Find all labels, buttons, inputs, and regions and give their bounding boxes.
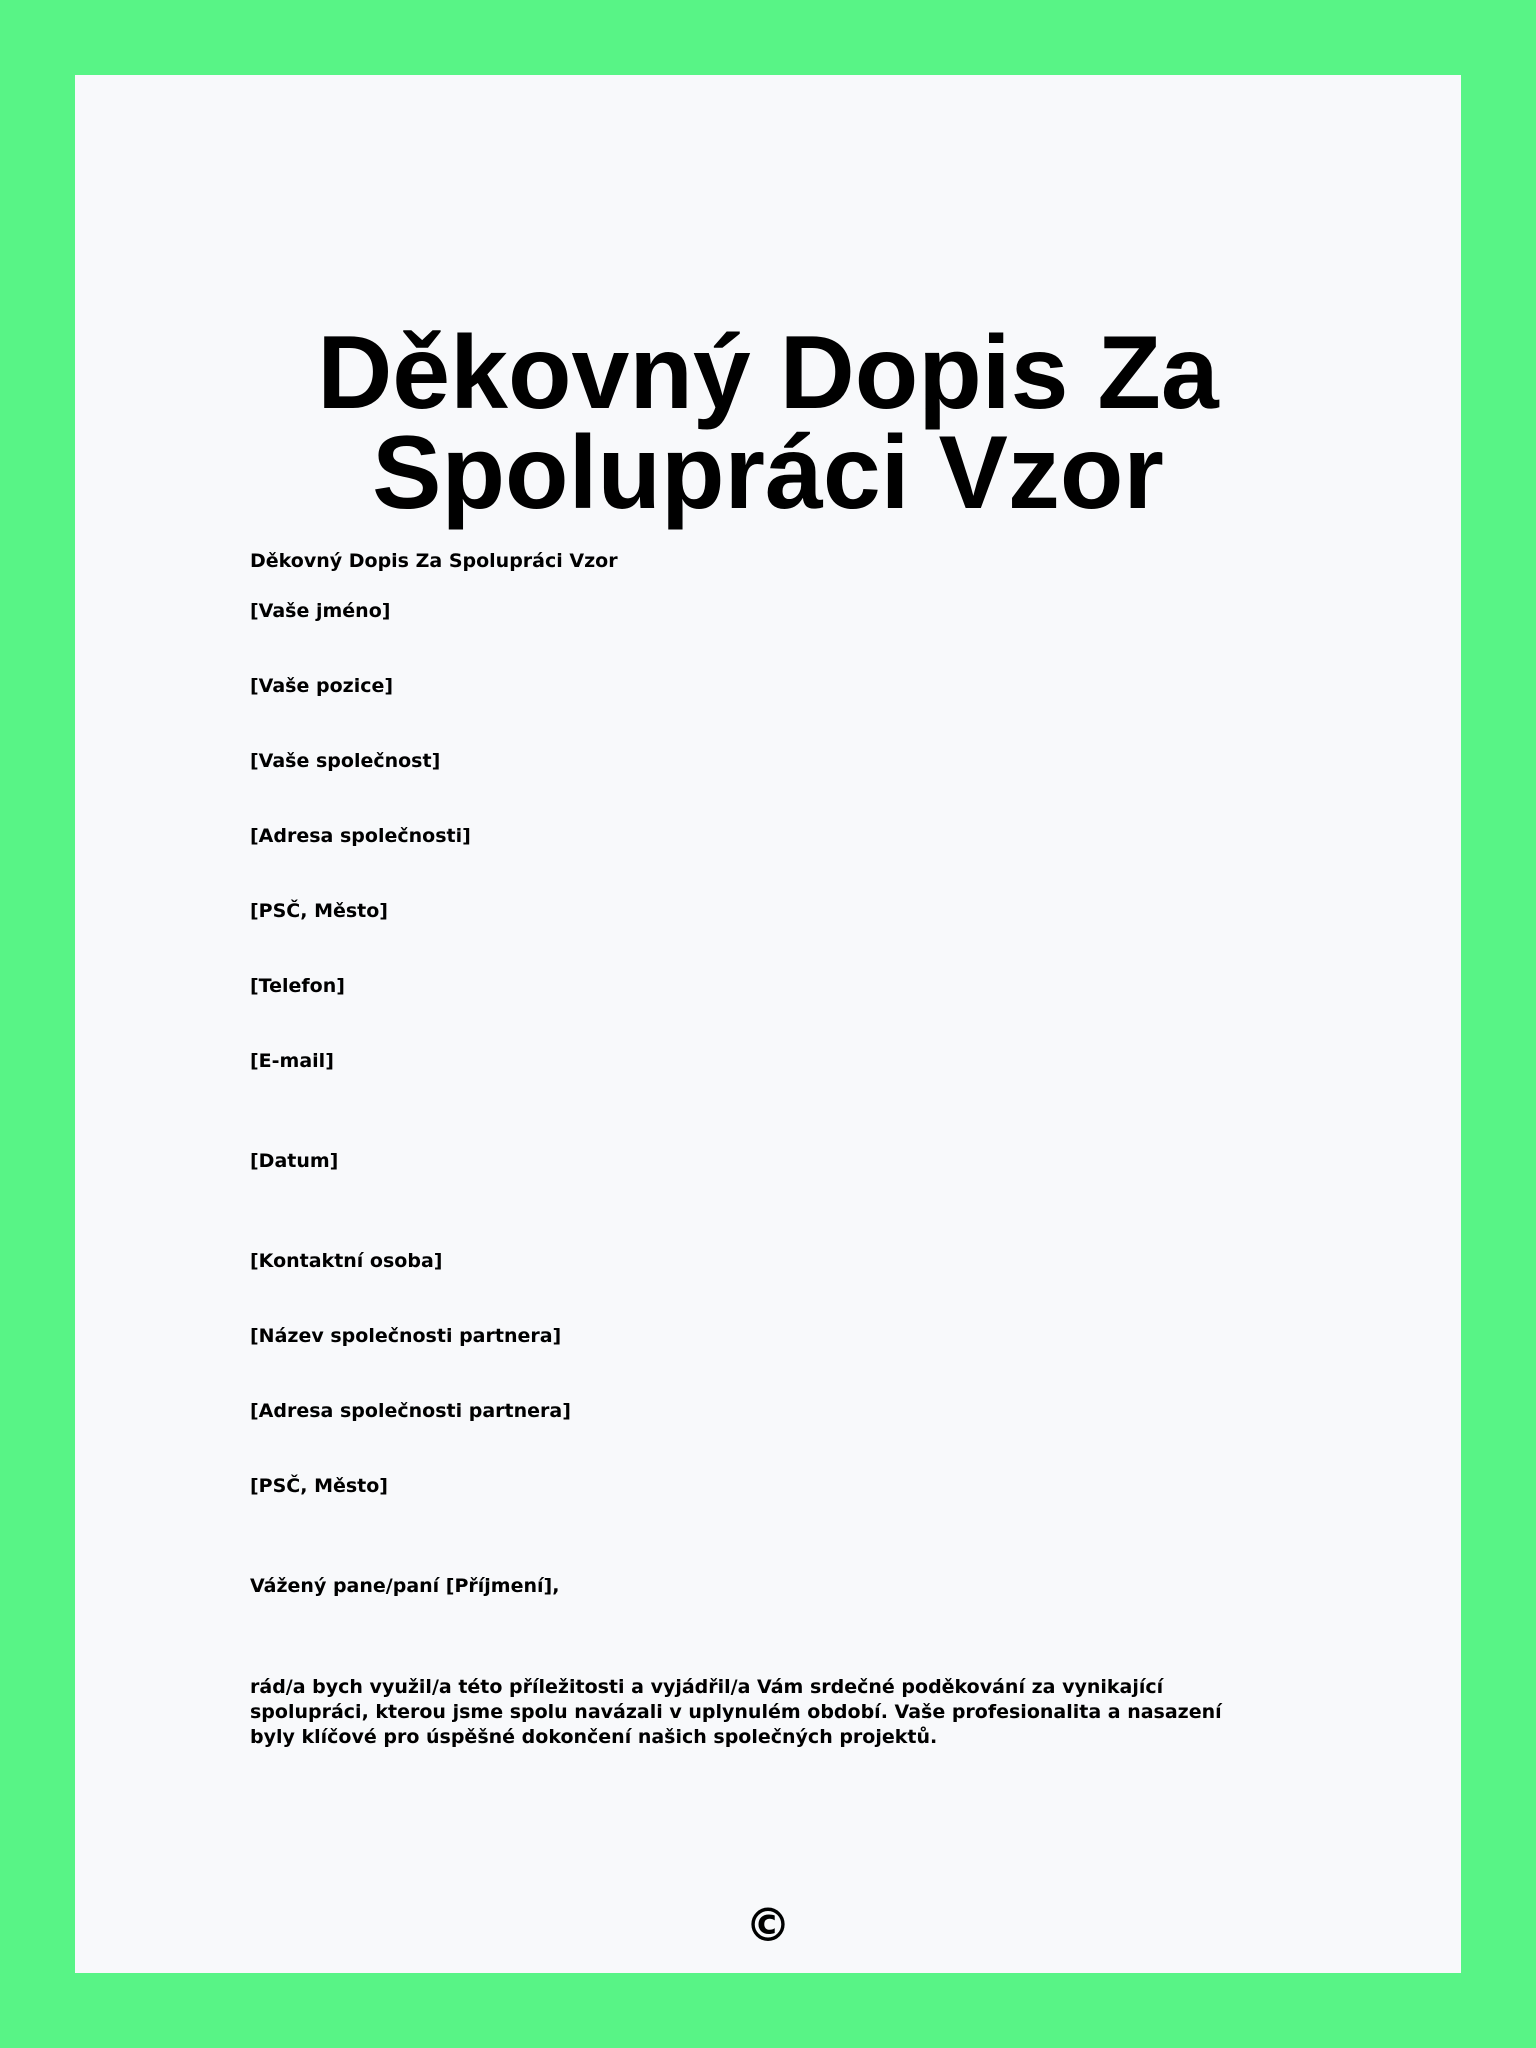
letter-body: rád/a bych využil/a této příležitosti a vyjádřil/a Vám srdečné poděkování za vynikající spolupráci, kterou jsme spolu navázali v uplynulém období. Vaše profesionalita a nasazení byly klíčové pro úspěšné dokončení našich společných projektů.: [250, 1676, 1222, 1748]
sender-phone: [Telefon]: [250, 975, 345, 997]
sender-company: [Vaše společnost]: [250, 750, 441, 772]
document-title: Děkovný Dopis Za Spolupráci Vzor: [317, 315, 1219, 531]
sender-position: [Vaše pozice]: [250, 675, 394, 697]
letter-date: [Datum]: [250, 1150, 339, 1172]
sender-name: [Vaše jméno]: [250, 600, 391, 622]
salutation: Vážený pane/paní [Příjmení],: [250, 1575, 560, 1597]
recipient-contact: [Kontaktní osoba]: [250, 1250, 443, 1272]
document-page: [75, 75, 1461, 1973]
recipient-zip-city: [PSČ, Město]: [250, 1475, 388, 1497]
sender-zip-city: [PSČ, Město]: [250, 900, 388, 922]
sender-address: [Adresa společnosti]: [250, 825, 471, 847]
sender-email: [E-mail]: [250, 1050, 334, 1072]
copyright-icon: ©: [745, 1898, 791, 1952]
recipient-company: [Název společnosti partnera]: [250, 1325, 562, 1347]
recipient-address: [Adresa společnosti partnera]: [250, 1400, 571, 1422]
document-subtitle: Děkovný Dopis Za Spolupráci Vzor: [250, 550, 618, 572]
